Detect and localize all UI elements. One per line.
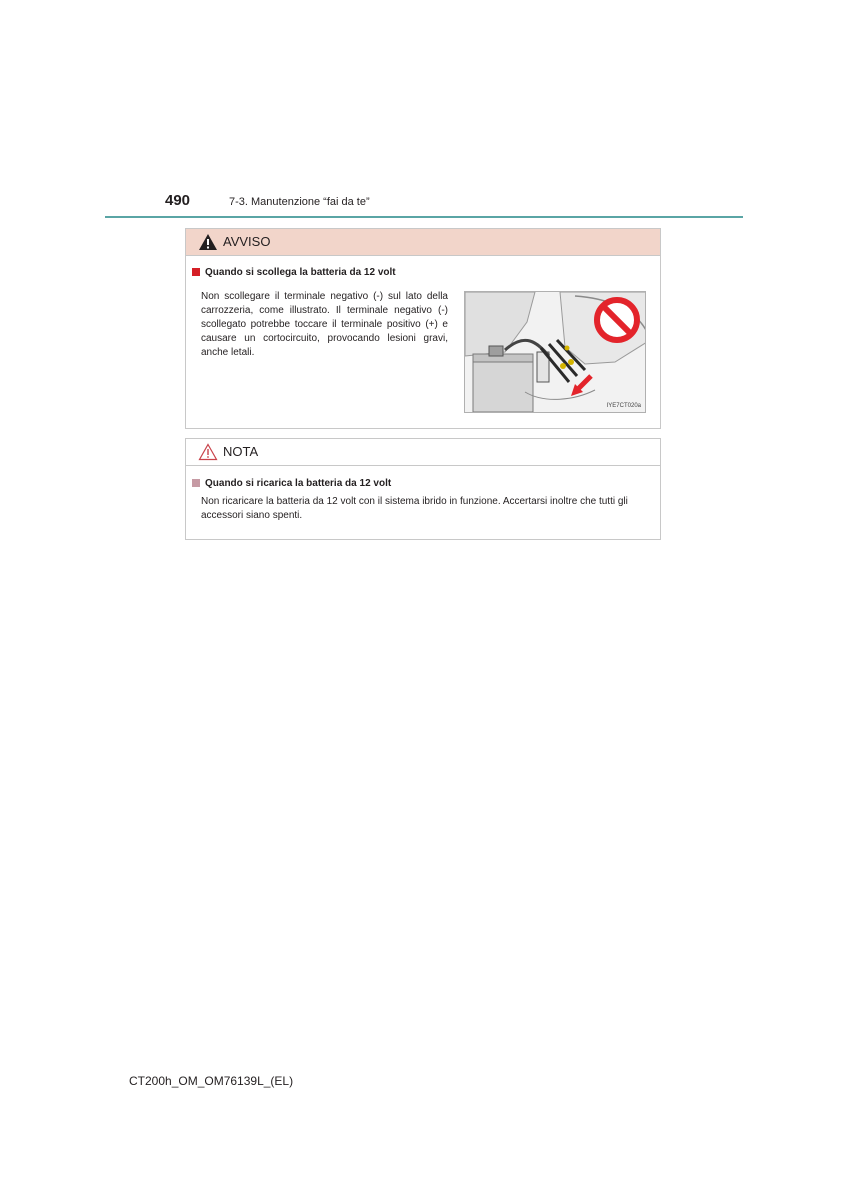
warning-subheading-text: Quando si scollega la batteria da 12 volt [205,267,396,278]
bullet-square-icon [192,268,200,276]
warning-triangle-icon [198,233,218,251]
notice-header [186,439,660,466]
battery-terminal-image [465,292,646,413]
notice-box [185,438,661,540]
notice-subheading [192,478,391,489]
section-title: 7-3. Manutenzione “fai da te” [229,196,370,208]
battery-illustration [464,291,646,413]
caution-triangle-icon [198,443,218,461]
warning-body: Non scollegare il terminale negativo (-) sul lato della carrozzeria, come illustrato. Il terminale negativo (-) scollegato potrebbe toccare il terminale positivo (+) e causare un cortocircuito, provocando lesioni gravi, anche letali. [201,291,448,358]
page-number: 490 [165,192,191,209]
document-code: CT200h_OM_OM76139L_(EL) [129,1074,294,1088]
warning-title: AVVISO [223,234,271,249]
warning-box [185,228,661,429]
header-rule [105,216,743,218]
warning-header [186,229,660,256]
notice-title: NOTA [223,444,259,459]
notice-body: Non ricaricare la batteria da 12 volt con il sistema ibrido in funzione. Accertarsi inoltre che tutti gli accessori siano spenti. [201,496,628,521]
page-header [0,190,848,220]
warning-subheading [192,267,396,278]
figure-code: IYE7CT020a [606,403,641,409]
bullet-square-icon [192,479,200,487]
notice-subheading-text: Quando si ricarica la batteria da 12 volt [205,478,392,489]
